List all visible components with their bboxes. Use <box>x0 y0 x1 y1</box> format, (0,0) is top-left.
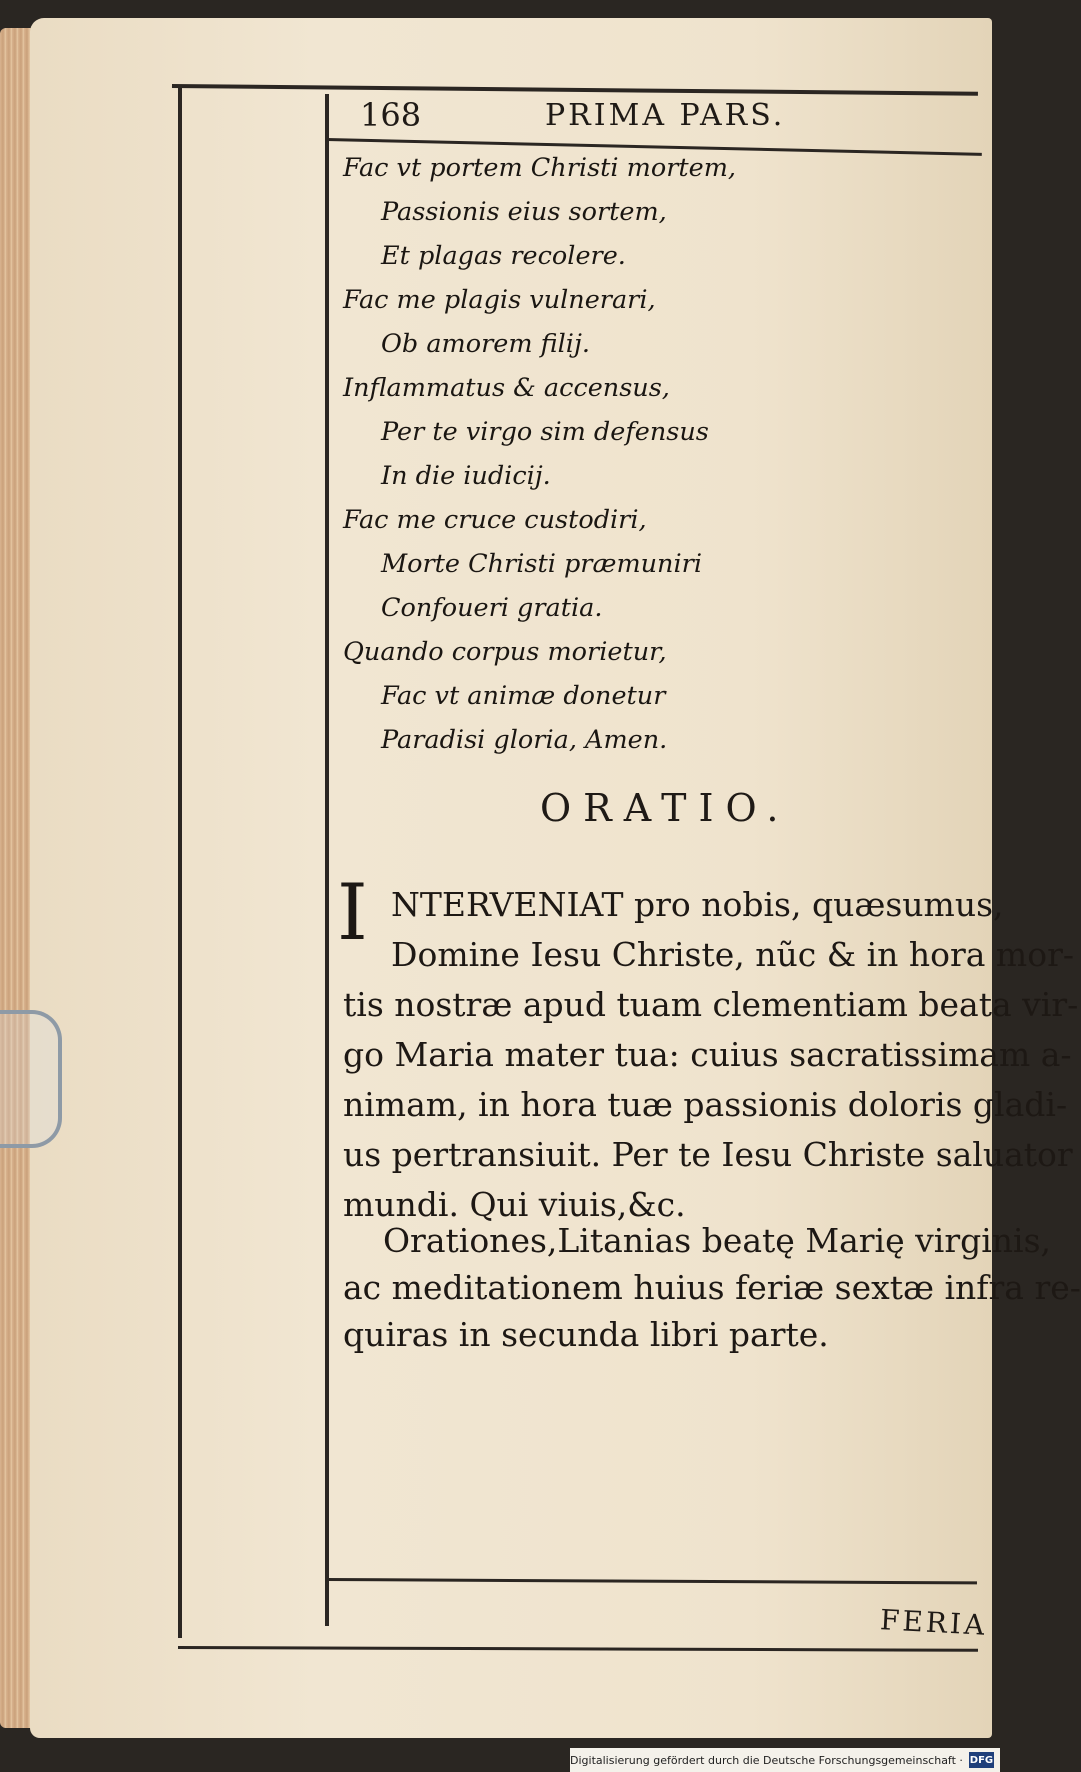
verse-line: In die iudicij. <box>381 461 551 491</box>
prayer-line: go Maria mater tua: cuius sacratissimam a- <box>343 1035 1072 1074</box>
note-line: ac meditationem huius feriæ sextæ infra re- <box>343 1268 1081 1307</box>
verse-line: Per te virgo sim defensus <box>381 417 709 447</box>
verse-line: Fac vt portem Christi mortem, <box>343 153 737 183</box>
verse-line: Et plagas recolere. <box>381 241 626 271</box>
prayer-line: us pertransiuit. Per te Iesu Christe saluator <box>343 1135 1073 1174</box>
verse-line: Morte Christi præmuniri <box>381 549 702 579</box>
frame-left-rule <box>178 88 182 1638</box>
prayer-line: mundi. Qui viuis,&c. <box>343 1185 686 1224</box>
running-head: PRIMA PARS. <box>545 98 786 133</box>
verse-line: Paradisi gloria, Amen. <box>381 725 668 755</box>
verse-line: Passionis eius sortem, <box>381 197 667 227</box>
prayer-text <box>337 868 1079 1230</box>
bookmark-clip <box>0 1010 62 1148</box>
digitization-credit <box>570 1748 1000 1772</box>
verse-line: Fac vt animæ donetur <box>381 681 666 711</box>
credit-text: Digitalisierung gefördert durch die Deutsche Forschungsgemeinschaft · <box>570 1753 963 1767</box>
verse-line: Fac me cruce custodiri, <box>343 505 647 535</box>
column-rule <box>325 94 329 1626</box>
prayer-line: Domine Iesu Christe, nũc & in hora mor- <box>391 935 1075 974</box>
note-line: quiras in secunda libri parte. <box>343 1315 829 1354</box>
prayer-line: NTERVENIAT pro nobis, quæsumus, <box>391 885 1004 924</box>
verse-line: Confoueri gratia. <box>381 593 603 623</box>
rubric-note <box>343 1217 1081 1358</box>
verse-line: Ob amorem filij. <box>381 329 590 359</box>
page-number: 168 <box>360 96 422 134</box>
catchword: FERIA <box>879 1603 989 1642</box>
hymn-verse <box>343 146 963 762</box>
prayer-line: tis nostræ apud tuam clementiam beata vir- <box>343 985 1079 1024</box>
verse-line: Quando corpus morietur, <box>343 637 667 667</box>
drop-initial: I <box>337 868 368 958</box>
section-heading: ORATIO. <box>540 786 791 830</box>
verse-line: Fac me plagis vulnerari, <box>343 285 656 315</box>
dfg-logo: DFG <box>969 1752 994 1768</box>
prayer-line: nimam, in hora tuæ passionis doloris gladi- <box>343 1085 1068 1124</box>
verse-line: Inflammatus & accensus, <box>343 373 670 403</box>
note-line: Orationes,Litanias beatę Marię virginis, <box>383 1221 1052 1260</box>
